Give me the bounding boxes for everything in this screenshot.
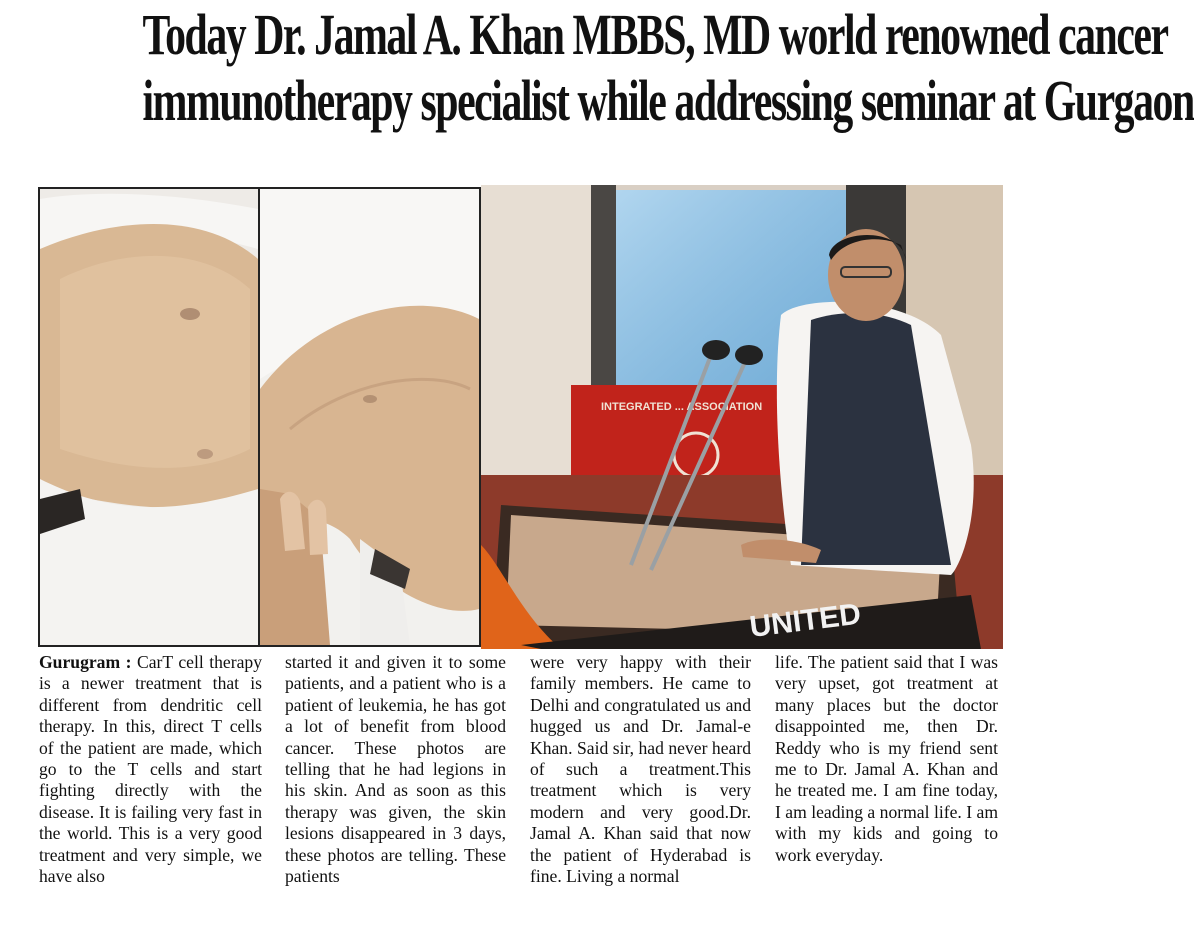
article-column-3-text: were very happy with their family members. He came to Delhi and congratulated us and hugged us and Dr. Jamal-e Khan. Said sir, had never heard of such a treatment.This treatment which is very modern and very good.Dr. Jamal A. Khan said that now the patient of Hyderabad is fine. Living a normal bbox=[530, 652, 751, 887]
article-column-2-text: started it and given it to some patients, and a patient who is a patient of leukemia, he has got a lot of benefit from blood cancer. These photos are telling that he had legions in his skin. And as soon as this therapy was given, the skin lesions disappeared in 3 days, these photos are telling. These patients bbox=[285, 652, 506, 887]
article-column-4-text: life. The patient said that I was very upset, got treatment at many places but the doctor disappointed me, then Dr. Reddy who is my friend sent me to Dr. Jamal A. Khan and he treated me. I am fine today, I am leading a normal life. I am with my kids and going to work everyday. bbox=[775, 652, 998, 865]
article-column-2 bbox=[285, 652, 506, 936]
arm-illustration-1 bbox=[40, 189, 258, 645]
headline-line-2: immunotherapy specialist while addressing seminar at Gurgaon bbox=[142, 68, 1194, 133]
banner-text: INTEGRATED ... ASSOCIATION bbox=[601, 401, 763, 413]
article-dateline: Gurugram : bbox=[39, 652, 132, 672]
patient-arm-photo-2 bbox=[260, 187, 481, 647]
headline-line-1: Today Dr. Jamal A. Khan MBBS, MD world renowned cancer bbox=[142, 2, 1168, 67]
speaker-at-podium-photo bbox=[481, 185, 1003, 649]
article-column-1 bbox=[39, 652, 262, 936]
headline bbox=[142, 2, 1194, 134]
podium-text: UNITED bbox=[747, 597, 863, 644]
article-column-4 bbox=[775, 652, 998, 936]
article-column-1-text: CarT cell therapy is a newer treatment that is different from dendritic cell therapy. In this, direct T cells of the patient are made, which go to the T cells and start fighting directly with the disease. It is failing very fast in the world. This is a very good treatment and very simple, we have also bbox=[39, 652, 263, 887]
speaker-illustration bbox=[481, 185, 1003, 649]
arm-illustration-2 bbox=[260, 189, 479, 645]
patient-arm-photo-1 bbox=[38, 187, 260, 647]
article-column-3 bbox=[530, 652, 751, 936]
